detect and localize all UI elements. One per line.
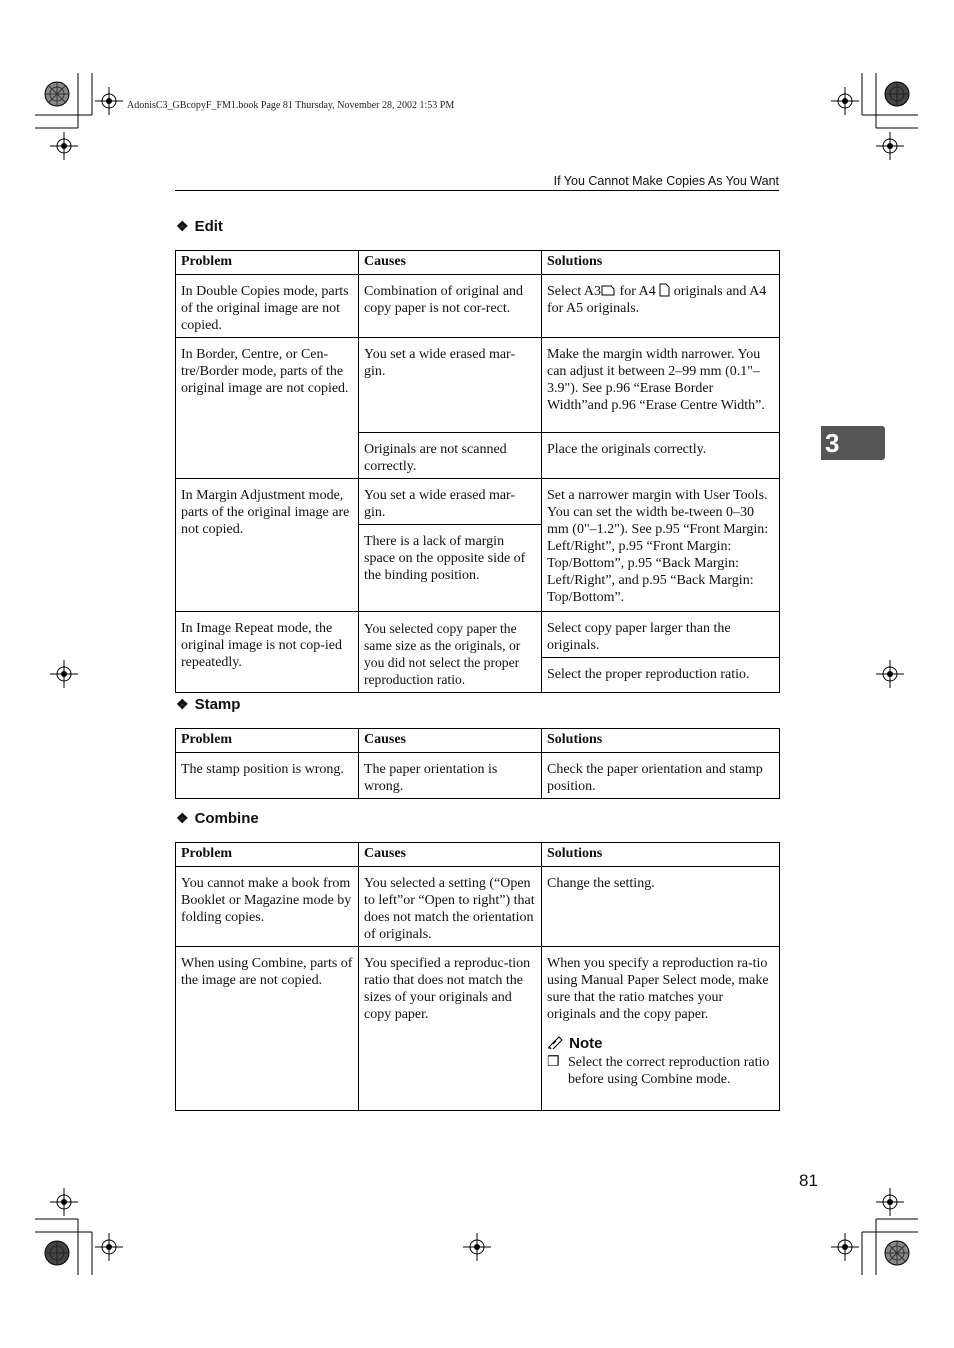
landscape-paper-icon [601, 284, 616, 299]
page-number: 81 [799, 1171, 818, 1190]
registration-target-icon [463, 1233, 491, 1261]
combine-table [175, 842, 780, 1111]
registration-target-icon [876, 1188, 904, 1216]
diamond-bullet-icon: ❖ [176, 218, 189, 234]
table-row [176, 338, 780, 433]
color-dial-icon [44, 81, 70, 107]
cause-cell: The paper orientation is wrong. [359, 753, 542, 799]
table-row [176, 275, 780, 338]
table-row [176, 947, 780, 1111]
header-problem: Problem [176, 251, 359, 275]
registration-target-icon [50, 132, 78, 160]
problem-cell: You cannot make a book from Booklet or Magazine mode by folding copies. [176, 867, 359, 947]
header-causes: Causes [359, 251, 542, 275]
pencil-note-icon [547, 1035, 565, 1052]
diamond-bullet-icon: ❖ [176, 810, 189, 826]
solution-cell: Check the paper orientation and stamp position. [542, 753, 780, 799]
checkbox-bullet-icon: ❒ [547, 1055, 560, 1070]
problem-cell: The stamp position is wrong. [176, 753, 359, 799]
running-header: If You Cannot Make Copies As You Want [175, 174, 779, 191]
solution-cell: Select the proper reproduction ratio. [542, 658, 780, 693]
section-heading-combine: ❖ Combine [176, 810, 259, 827]
solution-cell: Select copy paper larger than the originals. [542, 612, 780, 658]
chapter-tab: 3 [821, 426, 885, 460]
cause-cell: There is a lack of margin space on the opposite side of the binding position. [359, 525, 542, 612]
header-solutions: Solutions [542, 729, 780, 753]
registration-target-icon [50, 1188, 78, 1216]
cause-cell: You selected a setting (“Open to left”or “Open to right”) that does not match the orientation of originals. [359, 867, 542, 947]
table-row [176, 867, 780, 947]
table-row [176, 479, 780, 525]
table-row [176, 612, 780, 658]
table-header-row [176, 843, 780, 867]
header-causes: Causes [359, 843, 542, 867]
cause-cell: You specified a reproduc-tion ratio that does not match the sizes of your originals and copy paper. [359, 947, 542, 1111]
cause-cell: You selected copy paper the same size as the originals, or you did not select the proper reproduction ratio. [359, 612, 542, 693]
cause-cell: You set a wide erased mar-gin. [359, 479, 542, 525]
solution-cell: Make the margin width narrower. You can adjust it between 2–99 mm (0.1"–3.9"). See p.96 “Erase Border Width”and p.96 “Erase Centre Width”. [542, 338, 780, 433]
solution-cell: Set a narrower margin with User Tools. You can set the width be-tween 0–30 mm (0"–1.2"). See p.95 “Front Margin: Left/Right”, p.95 “Front Margin: Top/Bottom”, p.95 “Back Margin: Left/Right”, and p.95 “Back Margin: Top/Bottom”. [542, 479, 780, 612]
header-problem: Problem [176, 843, 359, 867]
registration-target-icon [95, 87, 123, 115]
cause-cell: Combination of original and copy paper is not cor-rect. [359, 275, 542, 338]
problem-cell: When using Combine, parts of the image are not copied. [176, 947, 359, 1111]
problem-cell: In Border, Centre, or Cen-tre/Border mode, parts of the original image are not copied. [176, 338, 359, 479]
diamond-bullet-icon: ❖ [176, 696, 189, 712]
color-dial-icon [884, 1240, 910, 1266]
color-dial-icon [44, 1240, 70, 1266]
note-heading: Note [547, 1035, 774, 1052]
solution-text: When you specify a reproduction ra-tio using Manual Paper Select mode, make sure that the ratio matches your originals and the copy paper. [547, 956, 769, 1022]
solution-cell: Select A3 for A4 originals and A4 for A5 originals. [542, 275, 780, 338]
header-causes: Causes [359, 729, 542, 753]
solution-cell: Place the originals correctly. [542, 433, 780, 479]
section-heading-edit: ❖ Edit [176, 218, 223, 235]
registration-target-icon [876, 660, 904, 688]
print-slug: AdonisC3_GBcopyF_FM1.book Page 81 Thursday, November 28, 2002 1:53 PM [127, 100, 455, 111]
header-solutions: Solutions [542, 251, 780, 275]
registration-target-icon [876, 132, 904, 160]
note-item: ❒ Select the correct reproduction ratio before using Combine mode. [547, 1055, 770, 1087]
cause-cell: Originals are not scanned correctly. [359, 433, 542, 479]
header-problem: Problem [176, 729, 359, 753]
edit-table [175, 250, 780, 693]
stamp-table [175, 728, 780, 799]
registration-target-icon [95, 1233, 123, 1261]
solution-cell [542, 947, 780, 1111]
portrait-paper-icon [659, 284, 670, 299]
table-row [176, 753, 780, 799]
problem-cell: In Image Repeat mode, the original image is not cop-ied repeatedly. [176, 612, 359, 693]
color-dial-icon [884, 81, 910, 107]
header-solutions: Solutions [542, 843, 780, 867]
registration-target-icon [831, 1233, 859, 1261]
cause-cell: You set a wide erased mar-gin. [359, 338, 542, 433]
table-header-row [176, 729, 780, 753]
problem-cell: In Double Copies mode, parts of the original image are not copied. [176, 275, 359, 338]
registration-target-icon [831, 87, 859, 115]
problem-cell: In Margin Adjustment mode, parts of the original image are not copied. [176, 479, 359, 612]
section-heading-stamp: ❖ Stamp [176, 696, 241, 713]
solution-cell: Change the setting. [542, 867, 780, 947]
table-header-row [176, 251, 780, 275]
registration-target-icon [50, 660, 78, 688]
